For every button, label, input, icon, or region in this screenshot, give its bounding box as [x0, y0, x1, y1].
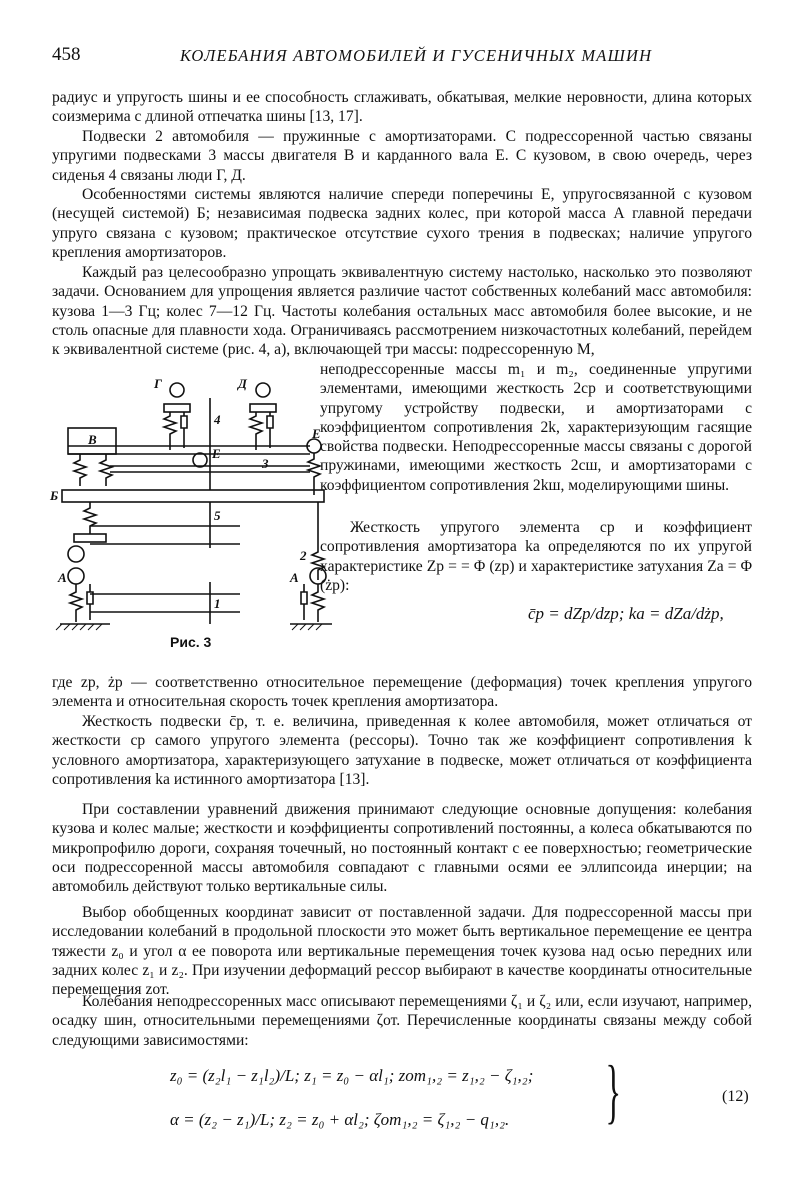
- page-number: 458: [52, 44, 81, 65]
- paragraph-5: Жесткость упругого элемента cр и коэффициент сопротивления амортизатора kа определяются по их упругой характеристике Zр = = Φ (zр) и характеристике затухания Zа = Φ (żр):: [320, 519, 752, 594]
- label-D: Д: [238, 376, 247, 391]
- paragraph-3: Особенностями системы являются наличие спереди поперечины Е, упругосвязанной с кузовом (несущей системой) Б; независимая подвеска задних колес, при которой масса А главной передачи упруго связана с кузовом; практическое отсутствие сухого трения в подвесках; наличие упругого крепления амортизаторов.: [52, 186, 752, 261]
- running-title: КОЛЕБАНИЯ АВТОМОБИЛЕЙ И ГУСЕНИЧНЫХ МАШИН: [180, 46, 653, 65]
- label-1: 1: [214, 596, 221, 611]
- paragraph-4-continued: неподрессоренные массы m₁ и m₂, соединенные упругими элементами, имеющими жесткость 2cр и соответствующими упругому устройству подвески, и амортизаторами с коэффициентом сопротивления 2k, характеризующим гасящие свойства подвески. Неподрессоренные массы связаны с дорогой пружинами, имеющими жесткость 2cш, и амортизаторами с коэффициентом сопротивления 2kш, моделирующими шины.: [320, 361, 752, 494]
- label-G: Г: [154, 376, 162, 391]
- label-4: 4: [214, 412, 221, 427]
- label-E1: Е: [212, 446, 221, 461]
- paragraph-1: радиус и упругость шины и ее способность сглаживать, обкатывая, мелкие неровности, длина которых соизмерима с длиной отпечатка шины [13, 17].: [52, 89, 752, 126]
- label-3: 3: [262, 456, 269, 471]
- equation-number: (12): [722, 1088, 749, 1105]
- paragraph-9: Выбор обобщенных координат зависит от поставленной задачи. Для подрессоренной массы при исследовании колебаний в продольной плоскости это может быть вертикальное перемещение ее центра тяжести z₀ и угол α ее поворота или вертикальные перемещения точек кузова над осью передних или задних колес z₁ и z₂. При изучении деформаций рессор выбирают в качестве координаты относительные перемещения zот.: [52, 904, 752, 999]
- label-2: 2: [300, 548, 307, 563]
- paragraph-10: Колебания неподрессоренных масс описывают перемещениями ζ₁ и ζ₂ или, если изучают, например, осадку шин, относительными перемещениями ζот. Перечисленные координаты связаны между собой следующими зависимостями:: [52, 993, 752, 1049]
- paragraph-8: При составлении уравнений движения принимают следующие основные допущения: колебания кузова и колес малые; жесткости и коэффициенты сопротивлений постоянны, а колеса обкатываются по микропрофилю дороги, сохраняя точечный, но постоянный контакт с ее поверхностью; геометрические оси подрессоренной массы автомобиля совпадают с главными осями ее эллипсоида инерции; на автомобиль действуют только вертикальные силы.: [52, 801, 752, 896]
- label-A-left: А: [58, 570, 67, 585]
- figure-3: [50, 368, 332, 658]
- label-A-right: А: [290, 570, 299, 585]
- paragraph-2: Подвески 2 автомобиля — пружинные с амортизаторами. С подрессоренной частью связаны упругими подвесками 3 массы двигателя В и карданного вала Е. С кузовом, в свою очередь, через сиденья 4 связаны люди Г, Д.: [52, 128, 752, 184]
- equation-line-1: z₀ = (z₂l₁ − z₁l₂)/L; z₁ = z₀ − αl₁; zот₁,₂ = z₁,₂ − ζ₁,₂;: [170, 1066, 534, 1085]
- label-E2: Е: [312, 426, 321, 441]
- stiffness-formula: c̄р = dZр/dzр; kа = dZа/dżр,: [528, 604, 724, 623]
- equation-brace: }: [605, 1051, 622, 1131]
- paragraph-4: Каждый раз целесообразно упрощать эквивалентную систему настолько, насколько это позволяют задачи. Основанием для упрощения является различие частот собственных колебаний масс автомобиля: кузова 1—3 Гц; колес 7—12 Гц. Частоты колебания остальных масс автомобиля более высокие, и не столь опасные для плавности хода. Ограничиваясь рассмотрением низкочастотных колебаний, перейдем к эквивалентной системе (рис. 4, а), включающей три массы: подрессоренную М,: [52, 264, 752, 359]
- paragraph-7: Жесткость подвески c̄р, т. е. величина, приведенная к колее автомобиля, может отличаться от жесткости cр самого упругого элемента (рессоры). Точно так же коэффициент сопротивления k условного амортизатора, характеризующего затухание в подвеске, может отличаться от коэффициента сопротивления kа истинного амортизатора [13].: [52, 713, 752, 788]
- label-V: В: [88, 432, 97, 447]
- body-beam: [62, 490, 324, 502]
- label-5: 5: [214, 508, 221, 523]
- label-B: Б: [50, 488, 59, 503]
- suspension-diagram: [50, 368, 332, 658]
- paragraph-6: где zр, żр — соответственно относительное перемещение (деформация) точек крепления упругого элемента и относительная скорость точек крепления амортизатора.: [52, 674, 752, 711]
- figure-caption: Рис. 3: [170, 634, 212, 650]
- equation-line-2: α = (z₂ − z₁)/L; z₂ = z₀ + αl₂; ζот₁,₂ = ζ₁,₂ − q₁,₂.: [170, 1110, 510, 1129]
